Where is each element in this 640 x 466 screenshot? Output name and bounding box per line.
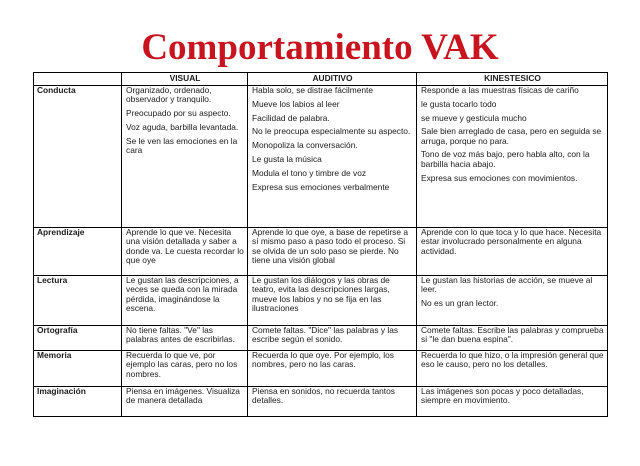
row-label-aprendizaje: Aprendizaje <box>34 228 122 276</box>
cell-text: Mueve los labios al leer <box>252 98 340 109</box>
cell-aprendizaje-auditivo <box>248 228 417 276</box>
vak-table <box>33 72 608 417</box>
cell-lectura-auditivo <box>248 276 417 326</box>
cell-text: Organizado, ordenado, observador y tranquilo. <box>126 85 212 105</box>
cell-text: No es un gran lector. <box>421 298 499 309</box>
table-row-memoria <box>34 351 608 387</box>
header-corner <box>34 73 122 86</box>
cell-text: Aprende lo que oye, a base de repetirse a sí mismo paso a paso todo el proceso. Si se olvida de un solo paso se pierde. No tiene una visión global <box>252 227 408 265</box>
cell-text: Expresa sus emociones verbalmente <box>252 181 390 192</box>
cell-imaginacion-auditivo <box>248 387 417 417</box>
row-label-conducta: Conducta <box>34 86 122 228</box>
cell-aprendizaje-visual <box>122 228 248 276</box>
header-kinestesico: KINESTESICO <box>417 73 608 86</box>
cell-text: le gusta tocarlo todo <box>421 98 497 109</box>
cell-aprendizaje-kinestesico <box>417 228 608 276</box>
cell-imaginacion-kinestesico <box>417 387 608 417</box>
table-row-lectura <box>34 276 608 326</box>
cell-text: Tono de voz más bajo, pero habla alto, con la barbilla hacia abajo. <box>421 149 590 169</box>
cell-text: se mueve y gesticula mucho <box>421 112 527 123</box>
row-label-ortografia: Ortografía <box>34 326 122 351</box>
cell-text: Las imágenes son pocas y poco detalladas, siempre en movimiento. <box>421 386 584 406</box>
cell-conducta-kinestesico <box>417 86 608 228</box>
cell-text: Piensa en imágenes. Visualiza de manera detallada <box>126 386 240 406</box>
header-auditivo: AUDITIVO <box>248 73 417 86</box>
cell-text: No tiene faltas. "Ve" las palabras antes de escribirlas. <box>126 325 235 345</box>
table-row-ortografia <box>34 326 608 351</box>
cell-memoria-auditivo <box>248 351 417 387</box>
cell-lectura-visual <box>122 276 248 326</box>
page-title: Comportamiento VAK <box>141 27 499 68</box>
cell-ortografia-visual <box>122 326 248 351</box>
cell-text: Le gustan los diálogos y las obras de teatro, evita las descripciones largas, mueve los labios y no se fija en las ilustraciones <box>252 275 390 313</box>
cell-text: Comete faltas. "Dice" las palabras y las escribe según el sonido. <box>252 325 399 345</box>
cell-memoria-visual <box>122 351 248 387</box>
cell-text: Recuerda lo que hizo, o la impresión general que eso le causo, pero no los detalles. <box>421 350 604 370</box>
header-row <box>34 73 608 86</box>
cell-lectura-kinestesico <box>417 276 608 326</box>
cell-text: Le gusta la música <box>252 153 322 164</box>
cell-text: Monopoliza la conversación. <box>252 140 358 151</box>
table-row-imaginacion <box>34 387 608 417</box>
header-visual: VISUAL <box>122 73 248 86</box>
cell-text: Recuerda lo que ve, por ejemplo las caras, pero no los nombres. <box>126 350 238 379</box>
cell-text: Le gustan las historias de acción, se mueve al leer. <box>421 275 593 295</box>
cell-text: Piensa en sonidos, no recuerda tantos detalles. <box>252 386 395 406</box>
cell-text: Preocupado por su aspecto. <box>126 108 231 119</box>
cell-ortografia-auditivo <box>248 326 417 351</box>
cell-text: No le preocupa especialmente su aspecto. <box>252 126 411 137</box>
cell-text: Habla solo, se distrae fácilmente <box>252 85 374 95</box>
cell-ortografia-kinestesico <box>417 326 608 351</box>
cell-text: Aprende lo que ve. Necesita una visión detallada y saber a donde va. Le cuesta recordar lo que oye <box>126 227 244 265</box>
cell-text: Comete faltas. Escribe las palabras y comprueba si "le dan buena espina". <box>421 325 604 345</box>
cell-text: Facilidad de palabra. <box>252 112 330 123</box>
table-row-aprendizaje <box>34 228 608 276</box>
row-label-imaginacion: Imaginación <box>34 387 122 417</box>
cell-text: Responde a las muestras físicas de cariño <box>421 85 579 95</box>
row-label-memoria: Memoria <box>34 351 122 387</box>
cell-text: Recuerda lo que oye. Por ejemplo, los nombres, pero no las caras. <box>252 350 394 370</box>
cell-text: Se le ven las emociones en la cara <box>126 135 238 155</box>
cell-text: Expresa sus emociones con movimientos. <box>421 172 578 183</box>
row-label-lectura: Lectura <box>34 276 122 326</box>
cell-text: Voz aguda, barbilla levantada. <box>126 121 239 132</box>
cell-text: Sale bien arreglado de casa, pero en seguida se arruga, porque no para. <box>421 126 602 146</box>
cell-conducta-visual <box>122 86 248 228</box>
cell-text: Modula el tono y timbre de voz <box>252 167 367 178</box>
table-row-conducta <box>34 86 608 228</box>
cell-text: Aprende con lo que toca y lo que hace. Necesita estar involucrado personalmente en alguna actividad. <box>421 227 602 256</box>
cell-text: Le gustan las descripciones, a veces se queda con la mirada pérdida, imaginándose la escena. <box>126 275 239 313</box>
cell-imaginacion-visual <box>122 387 248 417</box>
cell-conducta-auditivo <box>248 86 417 228</box>
cell-memoria-kinestesico <box>417 351 608 387</box>
